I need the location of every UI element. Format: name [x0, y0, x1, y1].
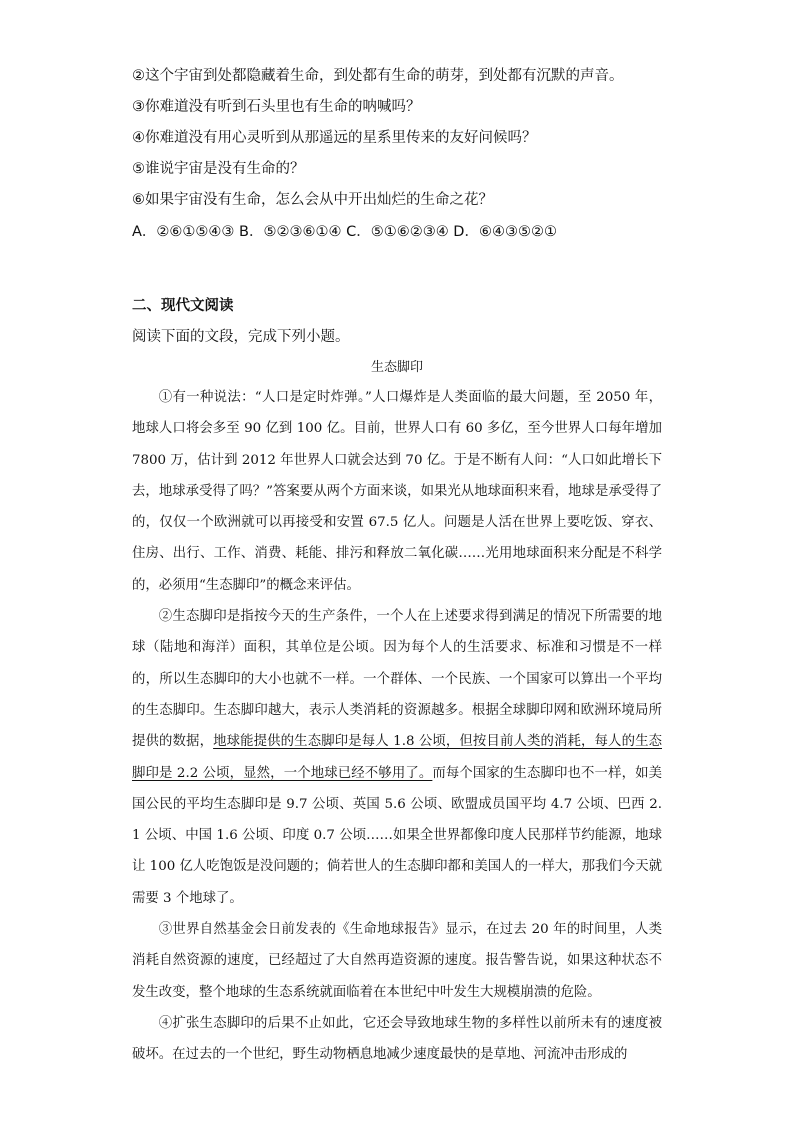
article-body	[132, 382, 662, 1071]
article-title: 生态脚印	[370, 360, 423, 375]
paragraph-2-underlined-sentence: 地球能提供的生态脚印是每人 1.8 公顷，但按目前人类的消耗，每人的生态脚印是 2.2 公顷，显然，一个地球已经不够用了。	[132, 734, 662, 781]
option-line-4: ④你难道没有用心灵听到从那遥远的星系里传来的友好问候吗？	[132, 130, 537, 146]
section-instruction: 阅读下面的文段，完成下列小题。	[132, 329, 350, 345]
option-line-6: ⑥如果宇宙没有生命，怎么会从中开出灿烂的生命之花？	[132, 192, 493, 208]
paragraph-2	[132, 601, 662, 914]
section-heading: 二、现代文阅读	[132, 298, 234, 314]
paragraph-2-text-a: ②生态脚印是指按今天的生产条件，一个人在上述要求得到满足的情况下所需要的地球（陆地和海洋）面积，其单位是公顷。因为每个人的生活要求、标准和习惯是不一样的，所以生态脚印的大小也就不一样。一个群体、一个民族、一个国家可以算出一个平均的生态脚印。生态脚印越大，表示人类消耗的资源越多。根据全球脚印网和欧洲环境局所提供的数据，	[132, 609, 662, 750]
answer-choices: A．②⑥①⑤④③ B．⑤②③⑥①④ C．⑤①⑥②③④ D．⑥④③⑤②①	[132, 224, 557, 240]
option-line-3: ③你难道没有听到石头里也有生命的呐喊吗？	[132, 99, 421, 115]
paragraph-2-text-b: 而每个国家的生态脚印也不一样，如美国公民的平均生态脚印是 9.7 公顷、英国 5.6 公顷、欧盟成员国平均 4.7 公顷、巴西 2.1 公顷、中国 1.6 公顷、印度 0.7 公顷……如果全世界都像印度人民那样节约能源，地球让 100 亿人吃饱饭是没问题的；倘若世人的生态脚印都和美国人的一样大，那我们今天就需要 3 个地球了。	[132, 765, 663, 906]
option-line-2: ②这个宇宙到处都隐藏着生命，到处都有生命的萌芽，到处都有沉默的声音。	[132, 68, 624, 84]
option-line-5: ⑤谁说宇宙是没有生命的？	[132, 161, 305, 177]
paragraph-3: ③世界自然基金会日前发表的《生命地球报告》显示，在过去 20 年的时间里，人类消耗自然资源的速度，已经超过了大自然再造资源的速度。报告警告说，如果这种状态不发生改变，整个地球的生态系统就面临着在本世纪中叶发生大规模崩溃的危险。	[132, 922, 662, 1000]
paragraph-1: ①有一种说法：“人口是定时炸弹。”人口爆炸是人类面临的最大问题，至 2050 年，地球人口将会多至 90 亿到 100 亿。目前，世界人口有 60 多亿，至今世界人口每年增加 7800 万，估计到 2012 年世界人口就会达到 70 亿。于是不断有人问：“人口如此增长下去，地球承受得了吗？”答案要从两个方面来谈，如果光从地球面积来看，地球是承受得了的，仅仅一个欧洲就可以再接受和安置 67.5 亿人。问题是人活在世界上要吃饭、穿衣、住房、出行、工作、消费、耗能、排污和释放二氧化碳……光用地球面积来分配是不科学的，必须用“生态脚印”的概念来评估。	[132, 390, 662, 593]
paragraph-4: ④扩张生态脚印的后果不止如此，它还会导致地球生物的多样性以前所未有的速度被破坏。在过去的一个世纪，野生动物栖息地减少速度最快的是草地、河流冲击形成的	[132, 1015, 662, 1063]
